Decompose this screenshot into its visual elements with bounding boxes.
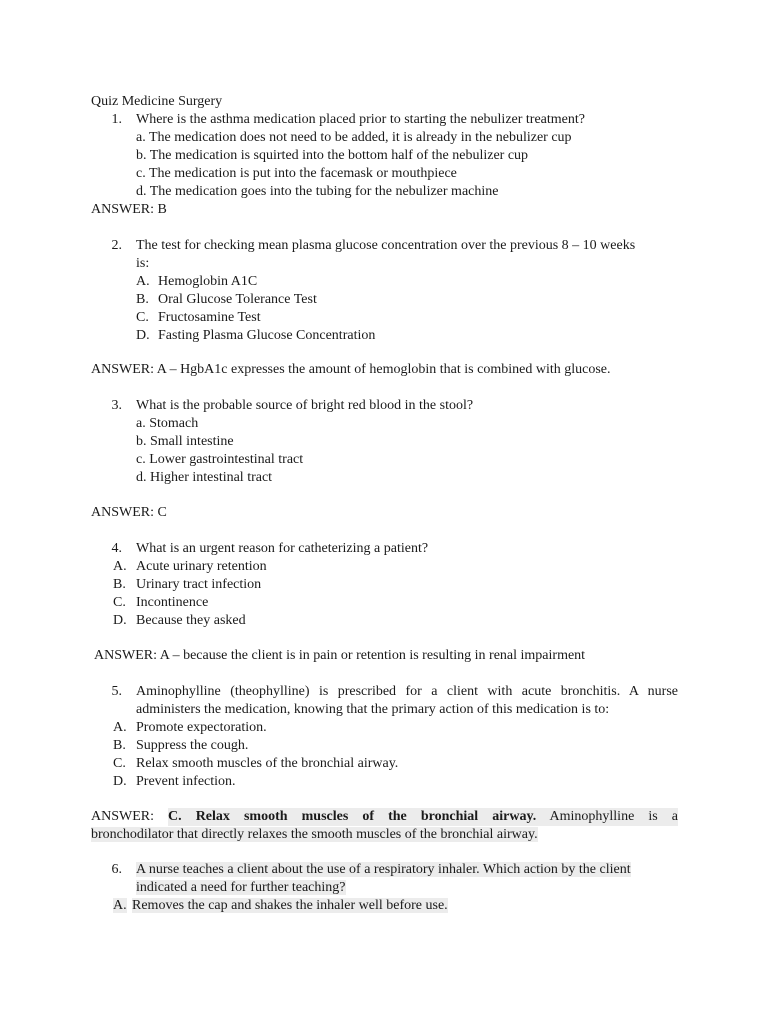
question-text: What is the probable source of bright red blood in the stool? bbox=[136, 398, 474, 413]
question-text: Where is the asthma medication placed prior to starting the nebulizer treatment? bbox=[136, 112, 585, 127]
option-letter: B. bbox=[136, 292, 149, 307]
option-letter-text: A. bbox=[113, 898, 127, 913]
question-number: 3. bbox=[111, 398, 122, 413]
question-number: 5. bbox=[111, 684, 122, 699]
answer-option-text: Removes the cap and shakes the inhaler well before use. bbox=[132, 898, 448, 913]
answer-option: Hemoglobin A1C bbox=[158, 274, 258, 289]
question-text-continued: is: bbox=[136, 256, 150, 271]
answer-option: Because they asked bbox=[136, 613, 246, 628]
answer-option: a. Stomach bbox=[136, 416, 199, 431]
option-letter: C. bbox=[136, 310, 149, 325]
answer-option: Promote expectoration. bbox=[136, 720, 267, 735]
option-letter: D. bbox=[136, 328, 150, 343]
question-text-highlight: indicated a need for further teaching? bbox=[136, 880, 346, 895]
answer-option: c. The medication is put into the facemask or mouthpiece bbox=[136, 166, 457, 181]
answer-option: Prevent infection. bbox=[136, 774, 236, 789]
answer-option: Fasting Plasma Glucose Concentration bbox=[158, 328, 376, 343]
question-text-continued: administers the medication, knowing that the primary action of this medication is to: bbox=[136, 702, 610, 717]
answer-option: Suppress the cough. bbox=[136, 738, 249, 753]
answer-option: a. The medication does not need to be added, it is already in the nebulizer cup bbox=[136, 130, 572, 145]
answer-option: Incontinence bbox=[136, 595, 209, 610]
question-number: 2. bbox=[111, 238, 122, 253]
answer-option: d. Higher intestinal tract bbox=[136, 470, 273, 485]
answer-key: ANSWER: C bbox=[91, 505, 167, 520]
option-letter: D. bbox=[113, 613, 127, 628]
option-letter: B. bbox=[113, 738, 126, 753]
answer-option: d. The medication goes into the tubing for the nebulizer machine bbox=[136, 184, 499, 199]
option-letter: B. bbox=[113, 577, 126, 592]
question-text bbox=[136, 861, 631, 879]
answer-key-explanation-continued bbox=[91, 826, 538, 844]
answer-option: Fructosamine Test bbox=[158, 310, 261, 325]
question-number: 6. bbox=[111, 862, 122, 877]
answer-option: b. Small intestine bbox=[136, 434, 234, 449]
answer-key: ANSWER: B bbox=[91, 202, 167, 217]
document-title: Quiz Medicine Surgery bbox=[91, 94, 223, 109]
option-letter: A. bbox=[113, 559, 127, 574]
question-text: What is an urgent reason for catheterizing a patient? bbox=[136, 541, 429, 556]
option-letter: D. bbox=[113, 774, 127, 789]
answer-key-label: ANSWER: bbox=[91, 809, 154, 824]
question-text-highlight: A nurse teaches a client about the use of a respiratory inhaler. Which action by the client bbox=[136, 862, 631, 877]
option-letter: A. bbox=[136, 274, 150, 289]
answer-option: Relax smooth muscles of the bronchial airway. bbox=[136, 756, 399, 771]
answer-key: ANSWER: A – because the client is in pain or retention is resulting in renal impairment bbox=[94, 648, 586, 663]
answer-key-explanation bbox=[168, 808, 678, 826]
answer-option: Acute urinary retention bbox=[136, 559, 267, 574]
answer-option bbox=[132, 897, 448, 915]
answer-option: Urinary tract infection bbox=[136, 577, 262, 592]
question-text: Aminophylline (theophylline) is prescribed for a client with acute bronchitis. A nurse bbox=[136, 684, 678, 699]
answer-key-correct-option: C. Relax smooth muscles of the bronchial airway. bbox=[168, 809, 537, 824]
answer-key-explanation-text: bronchodilator that directly relaxes the smooth muscles of the bronchial airway. bbox=[91, 827, 538, 842]
question-number: 1. bbox=[111, 112, 122, 127]
option-letter: C. bbox=[113, 756, 126, 771]
question-number: 4. bbox=[111, 541, 122, 556]
option-letter: C. bbox=[113, 595, 126, 610]
answer-key: ANSWER: A – HgbA1c expresses the amount of hemoglobin that is combined with glucose. bbox=[91, 362, 611, 377]
option-letter: A. bbox=[113, 720, 127, 735]
answer-option: c. Lower gastrointestinal tract bbox=[136, 452, 304, 467]
question-text-continued bbox=[136, 879, 346, 897]
answer-key-explanation-text: Aminophylline is a bbox=[549, 809, 679, 824]
answer-option: Oral Glucose Tolerance Test bbox=[158, 292, 317, 307]
answer-option: b. The medication is squirted into the bottom half of the nebulizer cup bbox=[136, 148, 529, 163]
option-letter bbox=[113, 897, 127, 915]
question-text: The test for checking mean plasma glucose concentration over the previous 8 – 10 weeks bbox=[136, 238, 636, 253]
